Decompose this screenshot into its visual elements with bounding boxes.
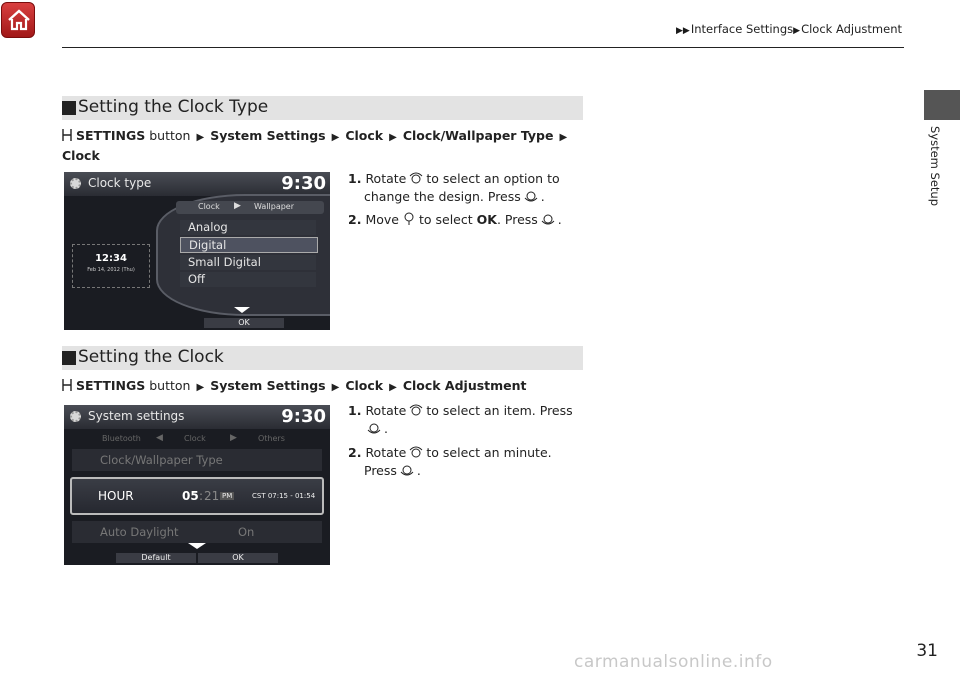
ok-button[interactable]: OK bbox=[204, 318, 284, 328]
interface-dial-press-icon bbox=[367, 421, 381, 435]
ampm-value[interactable]: PM bbox=[222, 492, 233, 500]
tab-arrow-icon: ▶ bbox=[234, 201, 241, 211]
breadcrumb-arrow-icon: ▶▶ bbox=[675, 26, 690, 36]
breadcrumb bbox=[676, 22, 902, 36]
option-off[interactable]: Off bbox=[180, 272, 316, 287]
tab-clock[interactable]: Clock bbox=[184, 434, 206, 443]
time-zone-text: CST 07:15 - 01:54 bbox=[252, 492, 316, 500]
tab-left-arrow-icon: ◀ bbox=[156, 433, 163, 443]
step-2: 2. Rotate to select an minute. Press . bbox=[348, 445, 552, 478]
section-title: Setting the Clock bbox=[78, 347, 224, 367]
section-heading-clock bbox=[62, 346, 583, 370]
row-clock-wallpaper-type[interactable]: Clock/Wallpaper Type bbox=[72, 449, 322, 471]
home-menu-icon bbox=[62, 378, 72, 392]
interface-dial-press-icon bbox=[541, 212, 555, 226]
section-square-icon bbox=[62, 351, 76, 365]
tab-bluetooth[interactable]: Bluetooth bbox=[102, 434, 141, 443]
breadcrumb-item-interface-settings[interactable]: Interface Settings bbox=[690, 22, 794, 36]
arrow-right-icon: ▶ bbox=[196, 132, 205, 143]
tab-bar bbox=[68, 432, 326, 446]
interface-dial-press-icon bbox=[524, 189, 538, 203]
header-divider bbox=[62, 47, 904, 48]
tab-wallpaper[interactable]: Wallpaper bbox=[254, 202, 295, 211]
interface-dial-press-icon bbox=[400, 463, 414, 477]
step-2: 2. Move to select OK. Press . bbox=[348, 212, 562, 227]
tab-clock[interactable]: Clock bbox=[198, 202, 220, 211]
minute-value[interactable]: 21 bbox=[204, 489, 220, 503]
home-icon bbox=[7, 9, 31, 31]
breadcrumb-item-clock-adjustment: Clock Adjustment bbox=[801, 22, 902, 36]
screen-title: Clock type bbox=[88, 176, 152, 190]
option-small-digital[interactable]: Small Digital bbox=[180, 255, 316, 270]
step-1: 1. Rotate to select an item. Press . bbox=[348, 403, 573, 436]
section-square-icon bbox=[62, 101, 76, 115]
screen-clock: 9:30 bbox=[281, 406, 326, 427]
hour-label: HOUR bbox=[98, 489, 134, 503]
interface-dial-rotate-icon bbox=[409, 171, 423, 185]
interface-dial-rotate-icon bbox=[409, 445, 423, 459]
chevron-down-icon bbox=[234, 307, 250, 313]
chevron-down-icon bbox=[188, 543, 206, 549]
screen-clock: 9:30 bbox=[281, 173, 326, 194]
breadcrumb-arrow-icon: ▶ bbox=[793, 26, 801, 36]
gear-icon bbox=[70, 411, 81, 422]
arrow-right-icon: ▶ bbox=[331, 132, 340, 143]
tab-others[interactable]: Others bbox=[258, 434, 285, 443]
auto-daylight-value: On bbox=[238, 525, 255, 539]
screen-status-bar bbox=[64, 172, 330, 196]
chapter-tab[interactable] bbox=[924, 90, 960, 120]
option-digital[interactable]: Digital bbox=[180, 237, 318, 253]
screen-status-bar bbox=[64, 405, 330, 429]
menu-path: SETTINGS button ▶ System Settings ▶ Clock ▶ Clock/Wallpaper Type ▶ Clock bbox=[62, 128, 568, 163]
row-hour-adjust[interactable]: HOUR 05 : 21 PM CST 07:15 - 01:54 bbox=[70, 477, 324, 515]
arrow-right-icon: ▶ bbox=[331, 382, 340, 393]
interface-dial-move-icon bbox=[402, 212, 416, 226]
home-button[interactable] bbox=[1, 2, 35, 38]
step-1: 1. Rotate to select an option to change the design. Press . bbox=[348, 171, 560, 204]
menu-path: SETTINGS button ▶ System Settings ▶ Clock ▶ Clock Adjustment bbox=[62, 377, 527, 397]
gear-icon bbox=[70, 178, 81, 189]
tab-right-arrow-icon: ▶ bbox=[230, 433, 237, 443]
preview-time: 12:34 bbox=[95, 253, 127, 264]
arrow-right-icon: ▶ bbox=[389, 382, 397, 393]
clock-type-screen bbox=[64, 172, 330, 330]
page-number: 31 bbox=[916, 641, 938, 661]
home-menu-icon bbox=[62, 128, 72, 142]
hour-value[interactable]: 05 bbox=[182, 489, 199, 503]
arrow-right-icon: ▶ bbox=[389, 132, 397, 143]
arrow-right-icon: ▶ bbox=[559, 132, 568, 143]
section-heading-clock-type bbox=[62, 96, 583, 120]
interface-dial-rotate-icon bbox=[409, 403, 423, 417]
watermark: carmanualsonline.info bbox=[574, 652, 773, 672]
chapter-label: System Setup bbox=[928, 126, 942, 207]
section-title: Setting the Clock Type bbox=[78, 97, 269, 117]
clock-adjustment-screen bbox=[64, 405, 330, 565]
tab-bar bbox=[176, 201, 324, 214]
ok-button[interactable]: OK bbox=[198, 553, 278, 563]
clock-preview bbox=[72, 244, 150, 288]
preview-date: Feb 14, 2012 (Thu) bbox=[87, 267, 135, 273]
default-button[interactable]: Default bbox=[116, 553, 196, 563]
option-analog[interactable]: Analog bbox=[180, 220, 316, 235]
row-auto-daylight[interactable]: Auto Daylight On bbox=[72, 521, 322, 543]
arrow-right-icon: ▶ bbox=[196, 382, 205, 393]
screen-title: System settings bbox=[88, 409, 185, 423]
